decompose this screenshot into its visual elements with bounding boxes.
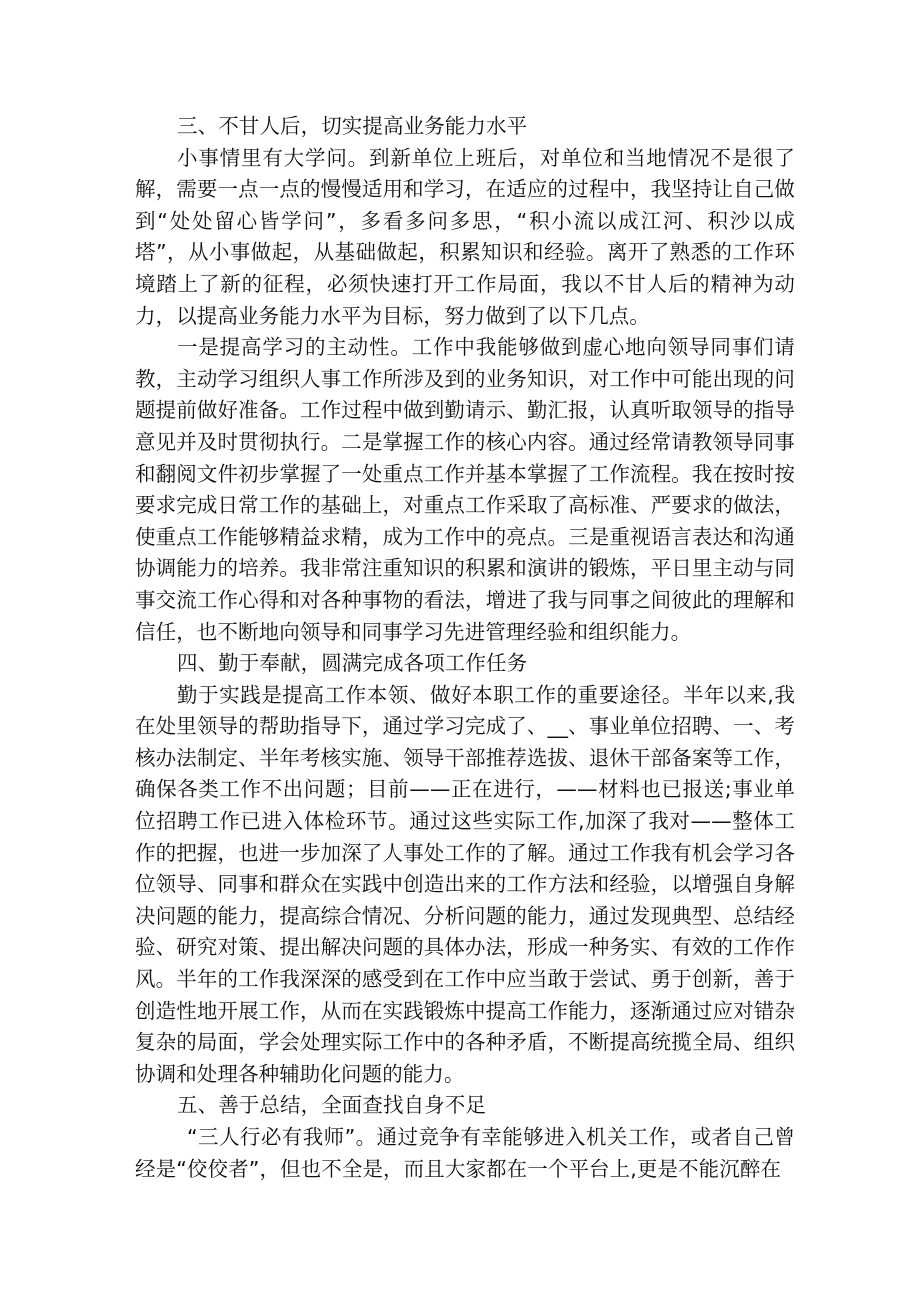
document-body xyxy=(135,111,795,1185)
paragraph: 一是提高学习的主动性。工作中我能够做到虚心地向领导同事们请教，主动学习组织人事工作所涉及到的业务知识，对工作中可能出现的问题提前做好准备。工作过程中做到勤请示、勤汇报，认真听取领导的指导意见并及时贯彻执行。二是掌握工作的核心内容。通过经常请教领导同事和翻阅文件初步掌握了一处重点工作并基本掌握了工作流程。我在按时按要求完成日常工作的基础上，对重点工作采取了高标准、严要求的做法，使重点工作能够精益求精，成为工作中的亮点。三是重视语言表达和沟通协调能力的培养。我非常注重知识的积累和演讲的锻炼，平日里主动与同事交流工作心得和对各种事物的看法，增进了我与同事之间彼此的理解和信任，也不断地向领导和同事学习先进管理经验和组织能力。 xyxy=(135,335,795,644)
paragraph: 勤于实践是提高工作本领、做好本职工作的重要途径。半年以来,我在处里领导的帮助指导下，通过学习完成了、__、事业单位招聘、一、考核办法制定、半年考核实施、领导干部推荐选拔、退休干部备案等工作，确保各类工作不出问题；目前——正在进行，——材料也已报送;事业单位招聘工作已进入体检环节。通过这些实际工作,加深了我对——整体工作的把握，也进一步加深了人事处工作的了解。通过工作我有机会学习各位领导、同事和群众在实践中创造出来的工作方法和经验，以增强自身解决问题的能力，提高综合情况、分析问题的能力，通过发现典型、总结经验、研究对策、提出解决问题的具体办法，形成一种务实、有效的工作作风。半年的工作我深深的感受到在工作中应当敢于尝试、勇于创新，善于创造性地开展工作，从而在实践锻炼中提高工作能力，逐渐通过应对错杂复杂的局面，学会处理实际工作中的各种矛盾，不断提高统揽全局、组织协调和处理各种辅助化问题的能力。 xyxy=(135,682,795,1086)
section-heading-4: 四、勤于奉献，圆满完成各项工作任务 xyxy=(177,651,528,676)
paragraph: 小事情里有大学问。到新单位上班后，对单位和当地情况不是很了解，需要一点一点的慢慢适用和学习，在适应的过程中，我坚持让自己做到“处处留心皆学问”，多看多问多思，“积小流以成江河、积沙以成塔”，从小事做起，从基础做起，积累知识和经验。离开了熟悉的工作环境踏上了新的征程，必须快速打开工作局面，我以不甘人后的精神为动力，以提高业务能力水平为目标，努力做到了以下几点。 xyxy=(135,145,795,328)
section-heading-5: 五、善于总结，全面查找自身不足 xyxy=(177,1093,486,1118)
paragraph: “三人行必有我师”。通过竞争有幸能够进入机关工作，或者自己曾经是“佼佼者”，但也不全是，而且大家都在一个平台上,更是不能沉醉在 xyxy=(135,1125,795,1181)
section-heading-3: 三、不甘人后，切实提高业务能力水平 xyxy=(177,114,528,138)
